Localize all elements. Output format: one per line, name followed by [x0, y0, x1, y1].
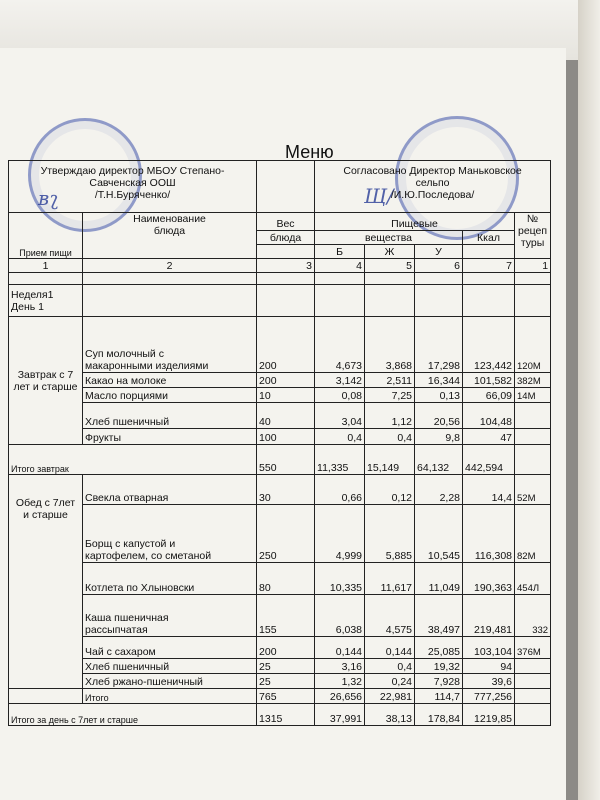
page-title: Меню [285, 142, 334, 162]
table-row: Масло порциями 10 0,08 7,25 0,13 66,09 14М [9, 388, 551, 403]
breakfast-label: Завтрак с 7 лет и старше [9, 317, 83, 445]
menu-sheet [0, 48, 566, 800]
column-numbers-row: 1 2 3 4 5 6 7 1 [9, 259, 551, 273]
signature-left: ʙʅ [38, 186, 59, 210]
table-row: Чай с сахаром 200 0,144 0,144 25,085 103,104 376М [9, 637, 551, 659]
table-row: Хлеб пшеничный 25 3,16 0,4 19,32 94 [9, 659, 551, 674]
week-day-row: Неделя1 День 1 [9, 285, 551, 317]
day-total-row: Итого за день с 7лет и старше 1315 37,991 38,13 178,84 1219,85 [9, 704, 551, 726]
door-frame [578, 0, 600, 800]
table-row: Фрукты 100 0,4 0,4 9,8 47 [9, 429, 551, 445]
header-recipe: № рецеп туры [515, 213, 551, 259]
approve-right: Согласовано Директор Маньковское сельпо /И.Ю.Последова/ [315, 161, 551, 213]
table-row: Котлета по Хлыновски 80 10,335 11,617 11,049 190,363 454Л [9, 563, 551, 595]
header-dish: Наименование блюда [83, 213, 257, 259]
table-row: Обед с 7лет и старше Свекла отварная 30 0,66 0,12 2,28 14,4 52М [9, 475, 551, 505]
menu-table: Утверждаю директор МБОУ Степано- Савченская ООШ /Т.Н.Буряченко/ Согласовано Директор Маньковское сельпо /И.Ю.Последова/ Прием пищи Наименование блюда Вес Пищевые № рецеп туры блюда вещества Ккал Б Ж У 1 2 3 4 5 6 7 1 Неделя1 День 1 Завтрак с 7 лет и старше Суп молочный с макаронными изделиями 200 4,673 3,868 17,298 123,442 120М Какао на молоке 200 3,142 2,511 16,344 101,582 382М Масло порциями 10 0,08 7,25 0,13 66,09 14М Хлеб пшеничный 40 3,04 1,12 20,56 104,48 Фрукты 100 0,4 0,4 9,8 47 Итого завтрак 550 11,335 15,149 64,132 442,594 Обед с 7лет и старше Свекла отварная 30 0,66 0,12 2,28 14,4 52М Борщ с капустой и картофелем, со сметаной 250 4,999 5,885 10,545 116,308 82М Котлета по Хлыновски 80 10,335 11,617 11,049 190,363 454Л Каша пшеничная рассыпчатая 155 6,038 4,575 38,497 219,481 332 Чай с сахаром 200 0,144 0,144 25,085 103,104 376М Хлеб пшеничный 25 3,16 0,4 19,32 94 Хлеб ржано-пшеничный 25 1,32 0,24 7,928 39,6 Итого 765 26,656 22,981 114,7 777,256 Итого за день с 7лет и старше 1315 37,991 38,13 178,84 1219,85 [8, 160, 551, 726]
lunch-total-row: Итого 765 26,656 22,981 114,7 777,256 [9, 689, 551, 704]
signature-right: Щ/ [364, 184, 394, 208]
table-row: Хлеб ржано-пшеничный 25 1,32 0,24 7,928 39,6 [9, 674, 551, 689]
header-weight: Вес [257, 213, 315, 231]
table-row: Каша пшеничная рассыпчатая 155 6,038 4,575 38,497 219,481 332 [9, 595, 551, 637]
table-row: Какао на молоке 200 3,142 2,511 16,344 101,582 382М [9, 373, 551, 388]
table-row: Хлеб пшеничный 40 3,04 1,12 20,56 104,48 [9, 403, 551, 429]
header-nutrients: Пищевые [315, 213, 515, 231]
breakfast-total-row: Итого завтрак 550 11,335 15,149 64,132 442,594 [9, 445, 551, 475]
table-row: Завтрак с 7 лет и старше Суп молочный с макаронными изделиями 200 4,673 3,868 17,298 123,442 120М [9, 317, 551, 373]
lunch-label: Обед с 7лет и старше [9, 475, 83, 689]
table-row: Борщ с капустой и картофелем, со сметаной 250 4,999 5,885 10,545 116,308 82М [9, 505, 551, 563]
approve-left: Утверждаю директор МБОУ Степано- Савченская ООШ /Т.Н.Буряченко/ [9, 161, 257, 213]
header-meal: Прием пищи [9, 213, 83, 259]
